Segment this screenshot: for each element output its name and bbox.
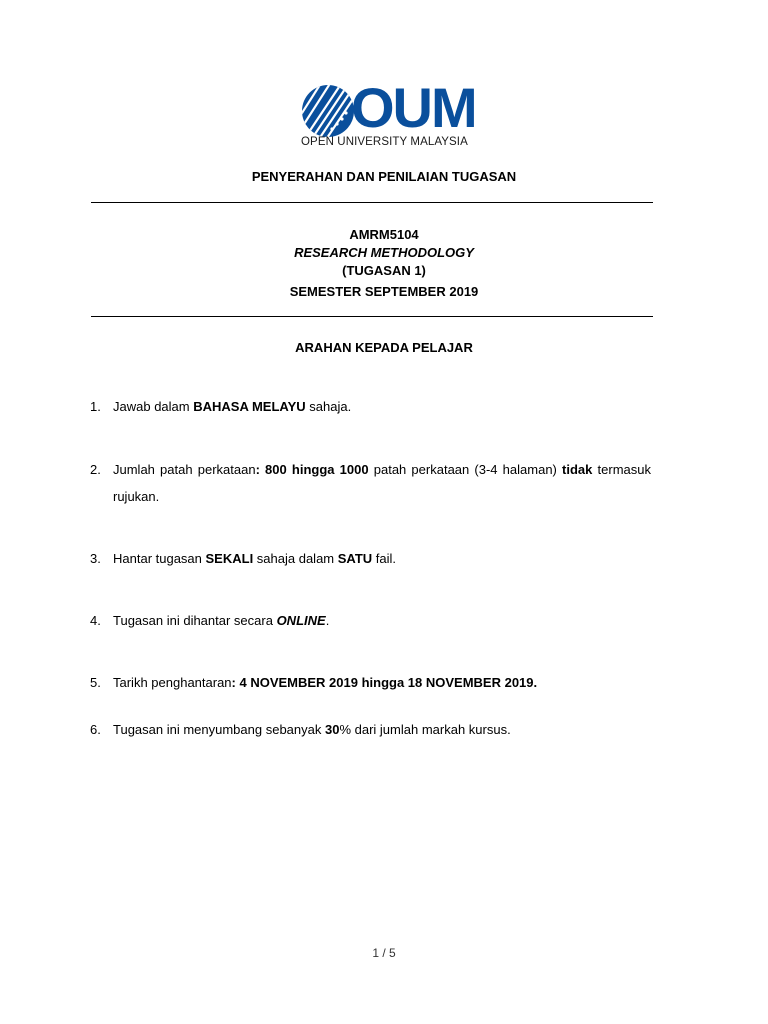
instruction-number: 5. (90, 675, 101, 690)
instruction-text-run: : 4 NOVEMBER 2019 hingga 18 NOVEMBER 2019. (231, 675, 538, 690)
instruction-text-run: . (325, 613, 330, 628)
instruction-text-run: sahaja dalam (253, 551, 338, 566)
divider-top (91, 202, 653, 203)
instruction-text-run: : 800 hingga 1000 (255, 462, 369, 477)
instruction-number: 4. (90, 613, 101, 628)
instruction-text-run: BAHASA MELAYU (193, 399, 306, 414)
instruction-text-run: termasuk rujukan. (113, 462, 652, 504)
instruction-number: 1. (90, 399, 101, 414)
instruction-text-run: patah perkataan (3-4 halaman) (368, 462, 563, 477)
course-code: AMRM5104 (349, 227, 419, 242)
instruction-text (113, 456, 651, 510)
instruction-text-run: Tugasan ini menyumbang sebanyak (113, 722, 325, 737)
instruction-text-run: SATU (337, 551, 373, 566)
instructions-heading: ARAHAN KEPADA PELAJAR (295, 340, 473, 355)
instruction-text-run: ONLINE (276, 613, 326, 628)
assignment-label: (TUGASAN 1) (342, 263, 426, 278)
instruction-text (113, 393, 651, 420)
instruction-text-run: sahaja. (305, 399, 352, 414)
instruction-text (113, 716, 651, 743)
document-title: PENYERAHAN DAN PENILAIAN TUGASAN (251, 169, 517, 184)
instruction-text-run: Jawab dalam (113, 399, 194, 414)
instruction-text (113, 545, 651, 572)
course-name: RESEARCH METHODOLOGY (294, 245, 474, 260)
divider-bottom (91, 316, 653, 317)
instruction-number: 2. (90, 462, 101, 477)
page-indicator: 1 / 5 (372, 946, 396, 960)
instruction-text-run: 30 (324, 722, 340, 737)
semester-label: SEMESTER SEPTEMBER 2019 (289, 284, 479, 299)
instruction-text-run: Tarikh penghantaran (113, 675, 232, 690)
instruction-text-run: Tugasan ini dihantar secara (113, 613, 277, 628)
instruction-text-run: % dari jumlah markah kursus. (339, 722, 511, 737)
instruction-text-run: Hantar tugasan (113, 551, 206, 566)
instruction-text (113, 607, 651, 634)
instruction-text-run: SEKALI (205, 551, 254, 566)
logo-wordmark: OUM (351, 76, 476, 139)
instruction-number: 3. (90, 551, 101, 566)
instruction-text-run: tidak (562, 462, 593, 477)
instruction-text-run: fail. (372, 551, 397, 566)
instruction-text-run: Jumlah patah perkataan (113, 462, 256, 477)
oum-logo (301, 76, 476, 152)
oum-globe-logo-icon (301, 84, 355, 138)
instruction-number: 6. (90, 722, 101, 737)
logo-subtitle: OPEN UNIVERSITY MALAYSIA (301, 136, 468, 148)
instruction-text (113, 669, 651, 696)
